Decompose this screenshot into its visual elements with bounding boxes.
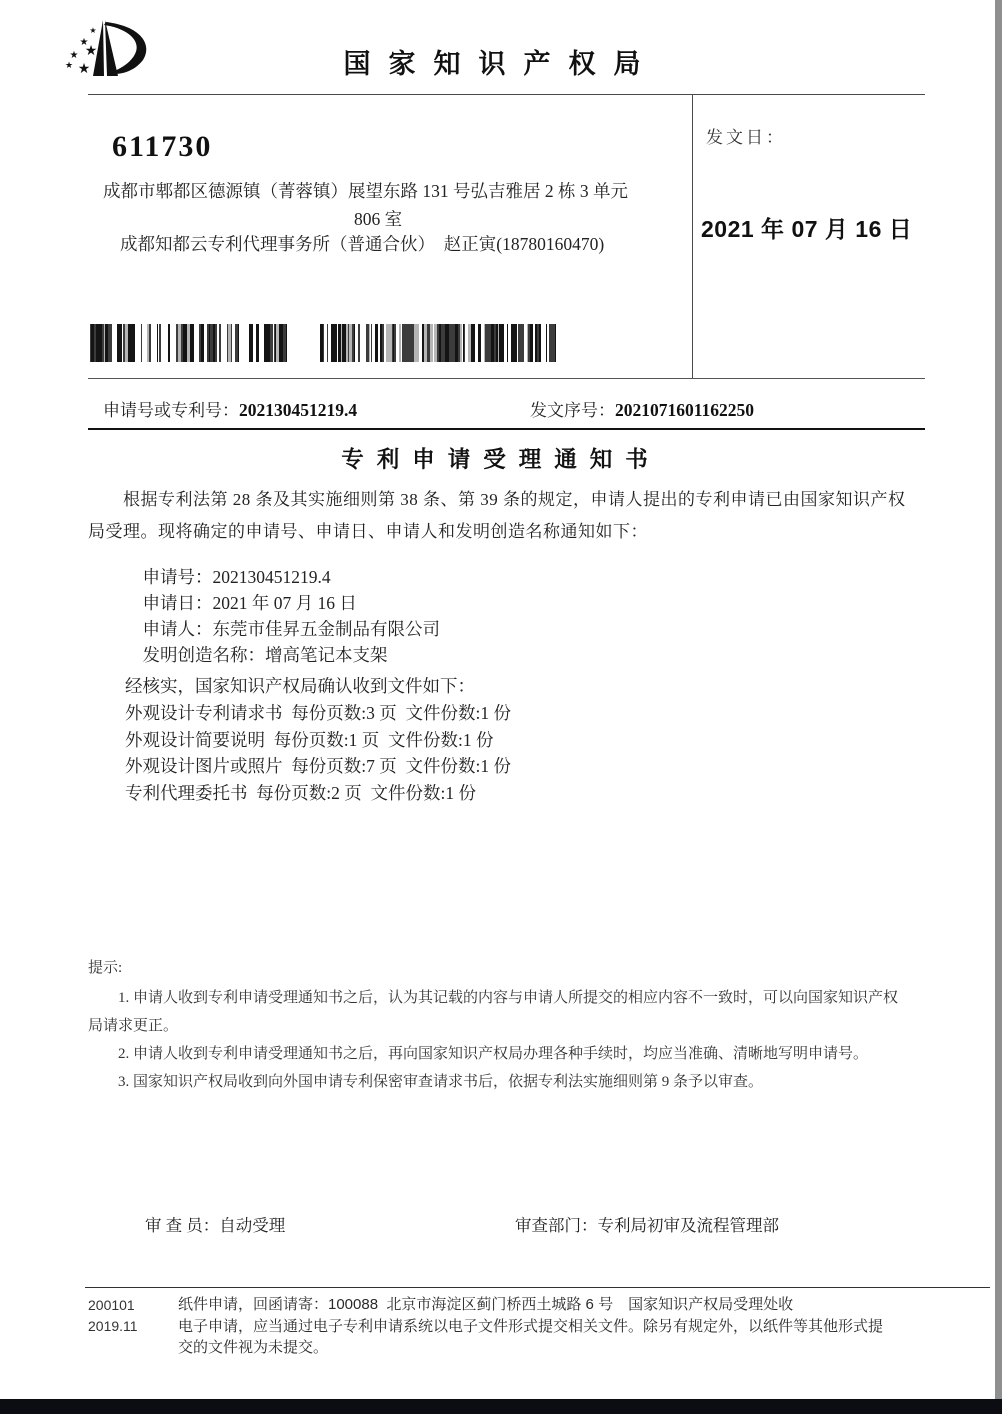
notice-intro: 根据专利法第 28 条及其实施细则第 38 条、第 39 条的规定，申请人提出的专利申请已由国家知识产权局受理。现将确定的申请号、申请日、申请人和发明创造名称通知如下：	[88, 490, 906, 541]
reference-row-top-divider	[88, 378, 925, 379]
received-file-item: 外观设计简要说明 每份页数:1 页 文件份数:1 份	[125, 730, 494, 750]
field-value: 202130451219.4	[212, 567, 331, 587]
serial-number-label: 发文序号：	[530, 401, 615, 420]
reference-row-bottom-divider	[88, 428, 925, 430]
examiner-value: 自动受理	[219, 1216, 286, 1235]
footer-instructions	[178, 1294, 893, 1359]
examiner-label: 审 查 员：	[145, 1216, 220, 1235]
footer-paper-filing-line: 纸件申请，回函请寄：100088 北京市海淀区蓟门桥西土城路 6 号 国家知识产权局受理处收	[178, 1296, 794, 1313]
barcode	[320, 324, 556, 362]
department-label: 审查部门：	[515, 1216, 598, 1235]
recipient-code: 611730	[112, 130, 213, 163]
serial-number-row	[530, 396, 754, 421]
recipient-address-line2: 806 室	[353, 209, 403, 229]
serial-number-value: 2021071601162250	[615, 400, 755, 420]
tip-item: 2. 申请人收到专利申请受理通知书之后，再向国家知识产权局办理各种手续时，均应当准确、清晰地写明申请号。	[118, 1046, 869, 1062]
examiner-row	[145, 1212, 285, 1236]
tips-title: 提示:	[88, 960, 123, 976]
field-value: 2021 年 07 月 16 日	[212, 593, 357, 613]
received-file-item: 专利代理委托书 每份页数:2 页 文件份数:1 份	[125, 783, 476, 803]
dispatch-box-divider	[692, 94, 693, 378]
field-value: 增高笔记本支架	[265, 645, 388, 665]
agency-title: 国家知识产权局	[343, 49, 659, 79]
received-files-intro: 经核实，国家知识产权局确认收到文件如下：	[125, 676, 475, 696]
svg-text:★: ★	[79, 37, 89, 48]
notice-title: 专利申请受理通知书	[341, 447, 661, 472]
tip-item: 1. 申请人收到专利申请受理通知书之后，认为其记载的内容与申请人所提交的相应内容不一致时，可以向国家知识产权局请求更正。	[88, 990, 899, 1034]
footer-form-code	[88, 1295, 138, 1337]
footer-code-line1: 200101	[88, 1297, 135, 1313]
application-number-label: 申请号或专利号：	[103, 401, 239, 420]
field-label: 申请人：	[142, 619, 213, 639]
application-number-row	[103, 396, 357, 421]
scan-edge-bottom	[0, 1399, 1002, 1414]
scan-edge-right	[995, 0, 1002, 1414]
field-label: 发明创造名称：	[142, 645, 265, 665]
field-value: 东莞市佳昇五金制品有限公司	[212, 619, 440, 639]
footer-code-line2: 2019.11	[88, 1318, 138, 1334]
footer-divider	[85, 1287, 990, 1288]
received-file-item: 外观设计图片或照片 每份页数:7 页 文件份数:1 份	[125, 756, 511, 776]
dispatch-date-value: 2021 年 07 月 16 日	[701, 216, 913, 242]
svg-text:★: ★	[64, 60, 74, 70]
footer-efiling-line: 电子申请，应当通过电子专利申请系统以电子文件形式提交相关文件。除另有规定外，以纸件等其他形式提交的文件视为未提交。	[178, 1317, 884, 1356]
field-label: 申请号：	[142, 567, 213, 587]
barcode	[90, 324, 287, 362]
svg-text:★: ★	[69, 50, 79, 61]
header-divider	[88, 94, 925, 95]
dispatch-date-label: 发文日：	[706, 128, 786, 147]
svg-text:★: ★	[77, 62, 91, 77]
svg-text:★: ★	[84, 44, 98, 59]
department-row	[515, 1212, 779, 1236]
field-label: 申请日：	[142, 593, 213, 613]
tip-item: 3. 国家知识产权局收到向外国申请专利保密审查请求书后，依据专利法实施细则第 9 条予以审查。	[118, 1074, 764, 1090]
received-file-item: 外观设计专利请求书 每份页数:3 页 文件份数:1 份	[125, 703, 511, 723]
recipient-agent-line: 成都知都云专利代理事务所（普通合伙） 赵正寅(18780160470)	[120, 234, 605, 254]
department-value: 专利局初审及流程管理部	[597, 1216, 779, 1235]
svg-text:★: ★	[89, 26, 97, 35]
application-number-value: 202130451219.4	[239, 400, 358, 420]
recipient-address-line1: 成都市郫都区德源镇（菁蓉镇）展望东路 131 号弘吉雅居 2 栋 3 单元	[103, 181, 628, 201]
